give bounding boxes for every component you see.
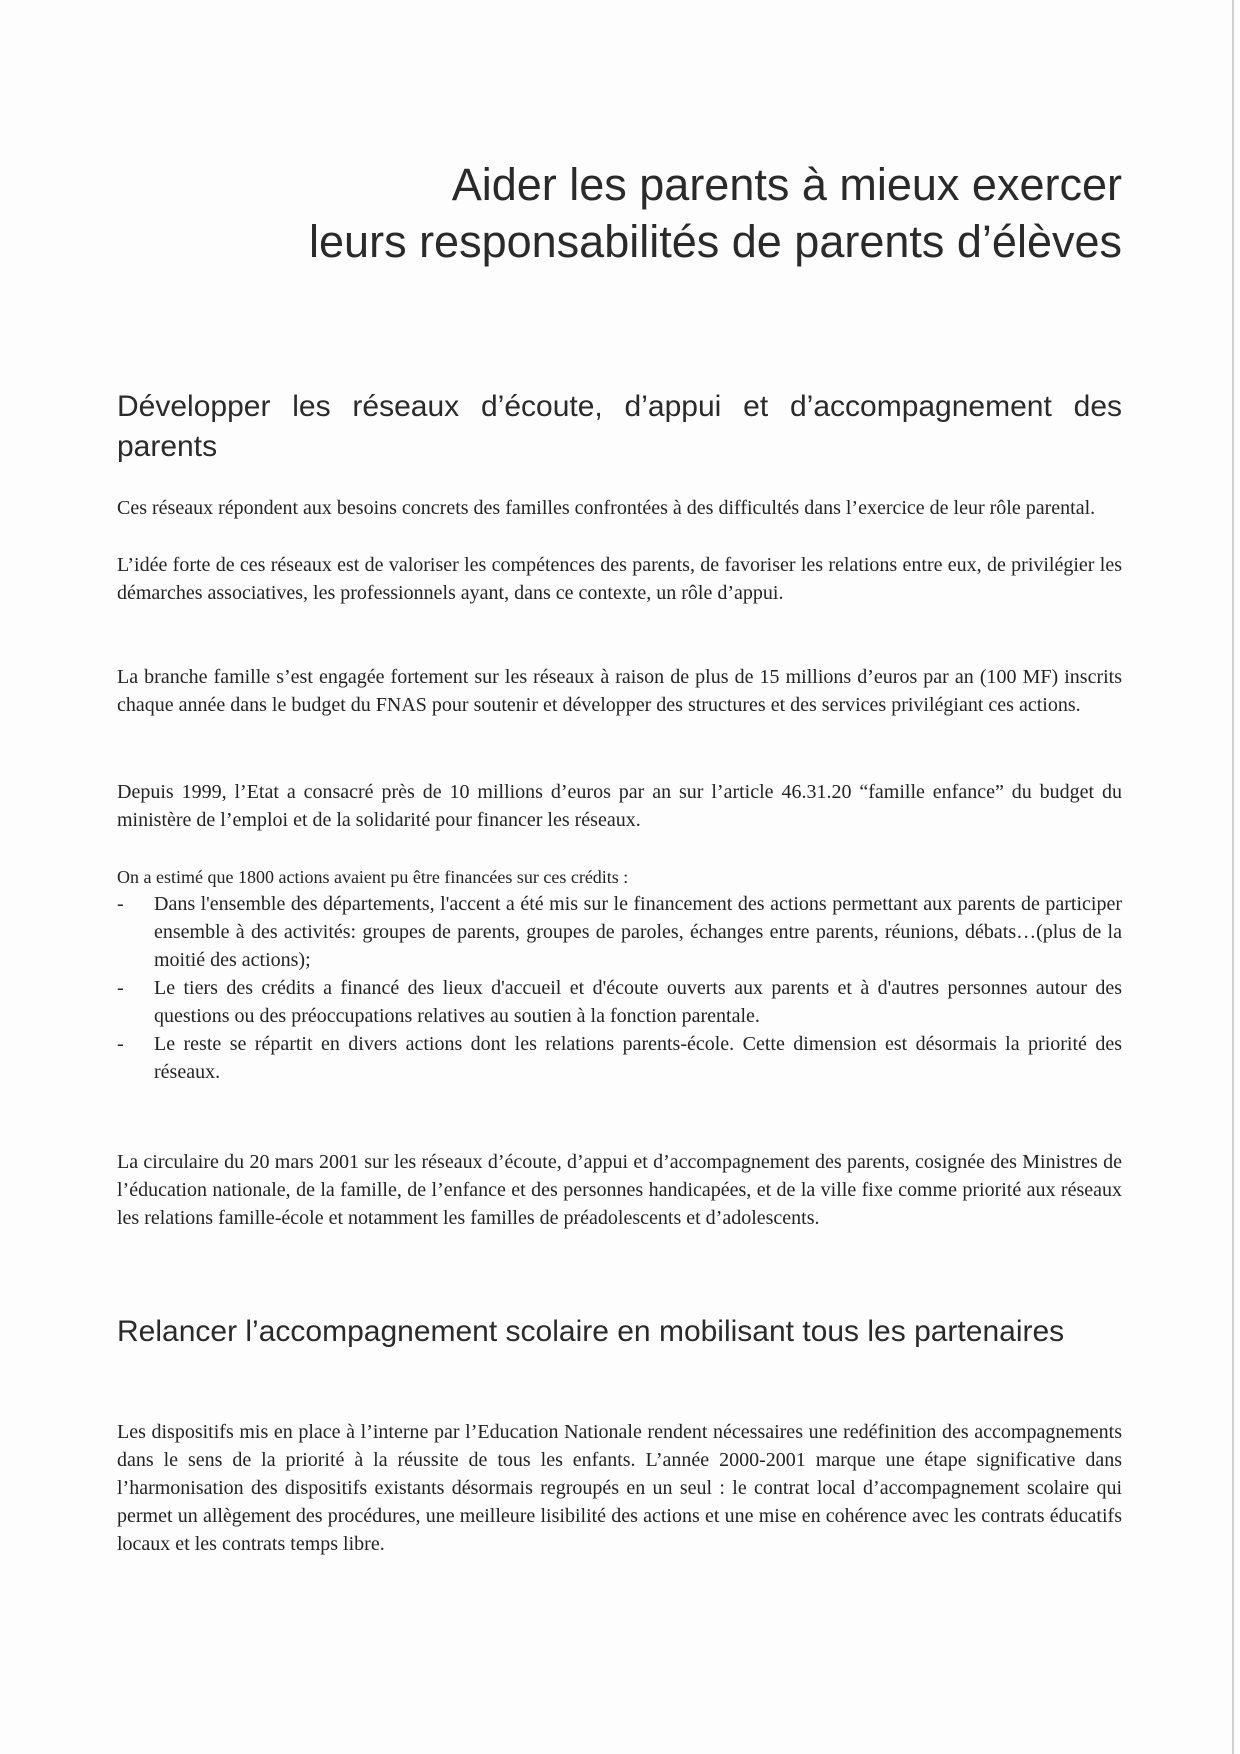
- section-1-heading: Développer les réseaux d’écoute, d’appui et d’accompagnement des parents: [117, 390, 1122, 463]
- scan-edge: [1232, 0, 1234, 1754]
- bullet-dash: -: [117, 977, 124, 999]
- section-1-bullet-list: [117, 890, 1122, 1086]
- list-item-text: Le reste se répartit en divers actions dont les relations parents-école. Cette dimension est désormais la priorité des réseaux.: [154, 1033, 1122, 1083]
- bullet-dash: -: [117, 1033, 124, 1055]
- section-1-closing-paragraph: La circulaire du 20 mars 2001 sur les réseaux d’écoute, d’appui et d’accompagnement des parents, cosignée des Ministres de l’éducation nationale, de la famille, de l’enfance et des personnes handicapées, et de la ville fixe comme priorité aux réseaux les relations famille-école et notamment les familles de préadolescents et d’adolescents.: [117, 1151, 1122, 1229]
- section-1-paragraph-4: Depuis 1999, l’Etat a consacré près de 10 millions d’euros par an sur l’article 46.31.20 “famille enfance” du budget du ministère de l’emploi et de la solidarité pour financer les réseaux.: [117, 781, 1122, 831]
- list-item-text: Le tiers des crédits a financé des lieux d'accueil et d'écoute ouverts aux parents et à d'autres personnes autour des questions ou des préoccupations relatives au soutien à la fonction parentale.: [154, 977, 1122, 1027]
- page-title-line-1: Aider les parents à mieux exercer: [451, 159, 1122, 210]
- section-1-paragraph-3: La branche famille s’est engagée fortement sur les réseaux à raison de plus de 15 millions d’euros par an (100 MF) inscrits chaque année dans le budget du FNAS pour soutenir et développer des structures et des services privilégiant ces actions.: [117, 666, 1122, 716]
- section-1-list-intro: On a estimé que 1800 actions avaient pu être financées sur ces crédits :: [117, 867, 629, 887]
- section-2-paragraph: Les dispositifs mis en place à l’interne par l’Education Nationale rendent nécessaires une redéfinition des accompagnements dans le sens de la priorité à la réussite de tous les enfants. L’année 2000-2001 marque une étape significative dans l’harmonisation des dispositifs existants désormais regroupés en un seul : le contrat local d’accompagnement scolaire qui permet un allègement des procédures, une meilleure lisibilité des actions et une mise en cohérence avec les contrats éducatifs locaux et les contrats temps libre.: [117, 1421, 1122, 1555]
- list-item: [117, 1030, 1122, 1086]
- section-1-paragraph-2: L’idée forte de ces réseaux est de valoriser les compétences des parents, de favoriser les relations entre eux, de privilégier les démarches associatives, les professionnels ayant, dans ce contexte, un rôle d’appui.: [117, 554, 1122, 604]
- page-title-line-2: leurs responsabilités de parents d’élèves: [309, 216, 1122, 267]
- section-2-heading: Relancer l’accompagnement scolaire en mobilisant tous les partenaires: [117, 1315, 1065, 1348]
- list-item: [117, 974, 1122, 1030]
- bullet-dash: -: [117, 893, 124, 915]
- section-1-paragraph-1: Ces réseaux répondent aux besoins concrets des familles confrontées à des difficultés dans l’exercice de leur rôle parental.: [117, 497, 1096, 519]
- list-item-text: Dans l'ensemble des départements, l'accent a été mis sur le financement des actions permettant aux parents de participer ensemble à des activités: groupes de parents, groupes de paroles, échanges entre parents, réunions, débats…(plus de la moitié des actions);: [154, 893, 1122, 971]
- list-item: [117, 890, 1122, 974]
